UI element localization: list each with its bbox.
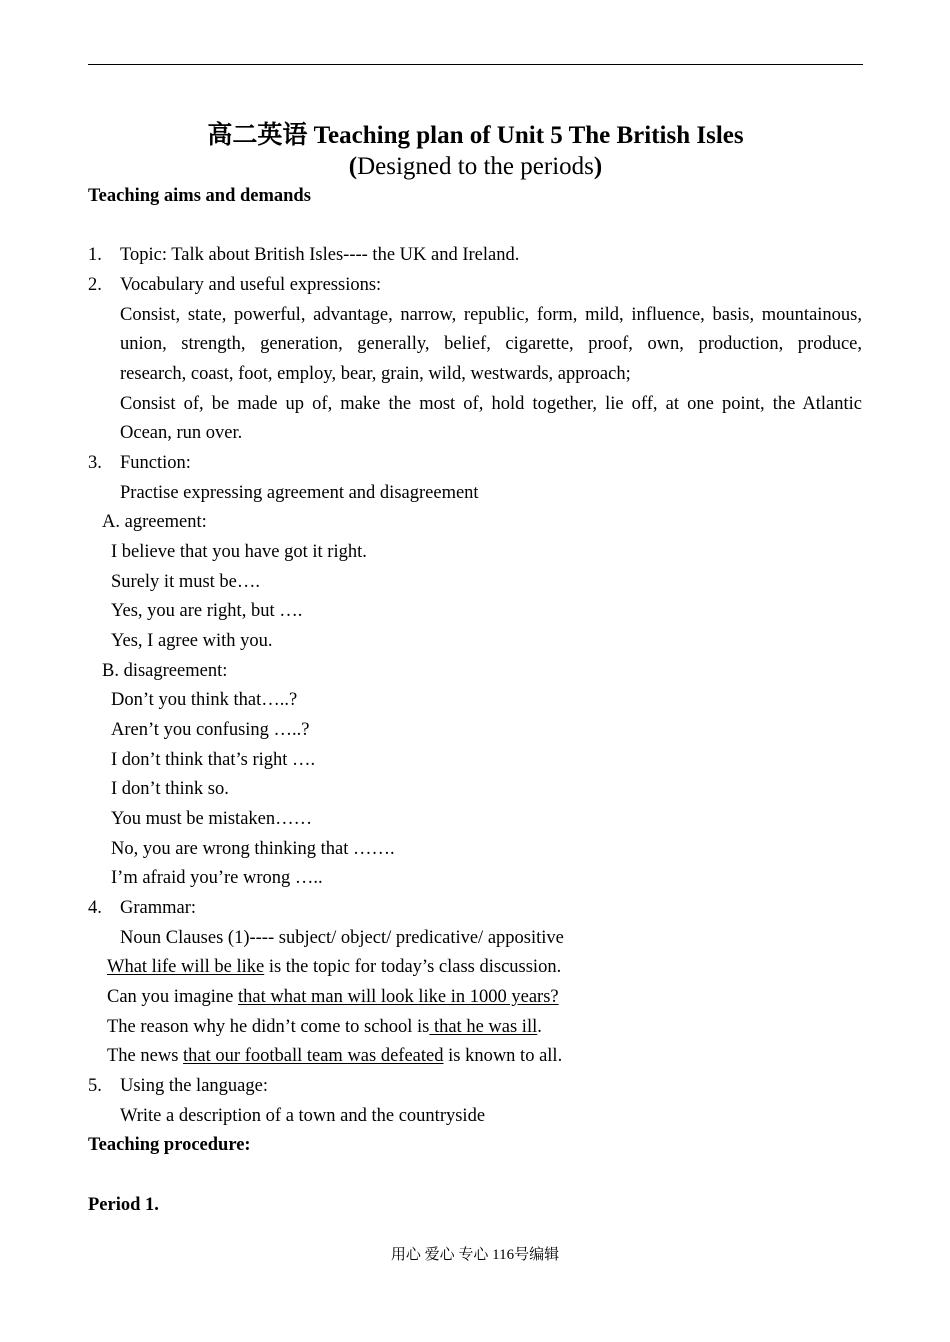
subtitle-text: Designed to the periods bbox=[357, 153, 594, 180]
agreement-phrase: Yes, you are right, but …. bbox=[111, 601, 303, 621]
underlined-clause: What life will be like bbox=[107, 957, 265, 977]
grammar-heading: Grammar: bbox=[120, 898, 197, 918]
disagreement-phrase: Aren’t you confusing …..? bbox=[111, 720, 310, 740]
item-number-4: 4. bbox=[88, 898, 102, 918]
agreement-phrase: Surely it must be…. bbox=[111, 572, 261, 592]
document-title bbox=[88, 121, 863, 151]
underlined-clause: that what man will look like in 1000 years? bbox=[238, 987, 559, 1007]
disagreement-phrase: I don’t think that’s right …. bbox=[111, 750, 316, 770]
language-heading: Using the language: bbox=[120, 1076, 268, 1096]
subtitle-open-paren: ( bbox=[348, 153, 358, 180]
vocab-words-line-1: Consist, state, powerful, advantage, narrow, republic, form, mild, influence, basis, mountainous, bbox=[120, 305, 862, 325]
title-main: Teaching plan of Unit 5 The British Isles bbox=[307, 122, 744, 149]
grammar-description: Noun Clauses (1)---- subject/ object/ predicative/ appositive bbox=[120, 928, 564, 948]
page-footer: 用心 爱心 专心 116号编辑 bbox=[390, 1247, 560, 1263]
item-number-5: 5. bbox=[88, 1076, 102, 1096]
vocab-words-line-2: union, strength, generation, generally, belief, cigarette, proof, own, production, produce, bbox=[120, 334, 862, 354]
function-heading: Function: bbox=[120, 453, 191, 473]
agreement-phrase: I believe that you have got it right. bbox=[111, 542, 367, 562]
disagreement-phrase: I don’t think so. bbox=[111, 779, 229, 799]
underlined-clause: that he was ill bbox=[429, 1017, 538, 1037]
subtitle-close-paren: ) bbox=[593, 153, 603, 180]
period-heading: Period 1. bbox=[88, 1195, 159, 1215]
disagreement-phrase: I’m afraid you’re wrong ….. bbox=[111, 868, 323, 888]
disagreement-phrase: You must be mistaken…… bbox=[111, 809, 313, 829]
title-prefix: 高二英语 bbox=[207, 122, 308, 149]
vocab-phrases-line-2: Ocean, run over. bbox=[120, 423, 243, 443]
header-rule bbox=[88, 64, 863, 65]
item-number-1: 1. bbox=[88, 245, 102, 265]
grammar-example-1: What life will be like is the topic for today’s class discussion. bbox=[107, 957, 562, 977]
document-subtitle bbox=[88, 152, 863, 182]
vocab-heading: Vocabulary and useful expressions: bbox=[120, 275, 382, 295]
agreement-label: A. agreement: bbox=[102, 512, 207, 532]
vocab-phrases-line-1: Consist of, be made up of, make the most of, hold together, lie off, at one point, the Atlantic bbox=[120, 394, 862, 414]
disagreement-phrase: Don’t you think that…..? bbox=[111, 690, 298, 710]
underlined-clause: that our football team was defeated bbox=[183, 1046, 444, 1066]
grammar-example-4: The news that our football team was defeated is known to all. bbox=[107, 1046, 563, 1066]
vocab-words-line-3: research, coast, foot, employ, bear, grain, wild, westwards, approach; bbox=[120, 364, 631, 384]
language-description: Write a description of a town and the countryside bbox=[120, 1106, 486, 1126]
disagreement-phrase: No, you are wrong thinking that ……. bbox=[111, 839, 395, 859]
topic-text: Topic: Talk about British Isles---- the UK and Ireland. bbox=[120, 245, 520, 265]
grammar-example-2: Can you imagine that what man will look like in 1000 years? bbox=[107, 987, 559, 1007]
function-description: Practise expressing agreement and disagreement bbox=[120, 483, 479, 503]
agreement-phrase: Yes, I agree with you. bbox=[111, 631, 273, 651]
aims-heading: Teaching aims and demands bbox=[88, 186, 311, 206]
item-number-3: 3. bbox=[88, 453, 102, 473]
item-number-2: 2. bbox=[88, 275, 102, 295]
grammar-example-3: The reason why he didn’t come to school is that he was ill. bbox=[107, 1017, 542, 1037]
procedure-heading: Teaching procedure: bbox=[88, 1135, 251, 1155]
disagreement-label: B. disagreement: bbox=[102, 661, 228, 681]
